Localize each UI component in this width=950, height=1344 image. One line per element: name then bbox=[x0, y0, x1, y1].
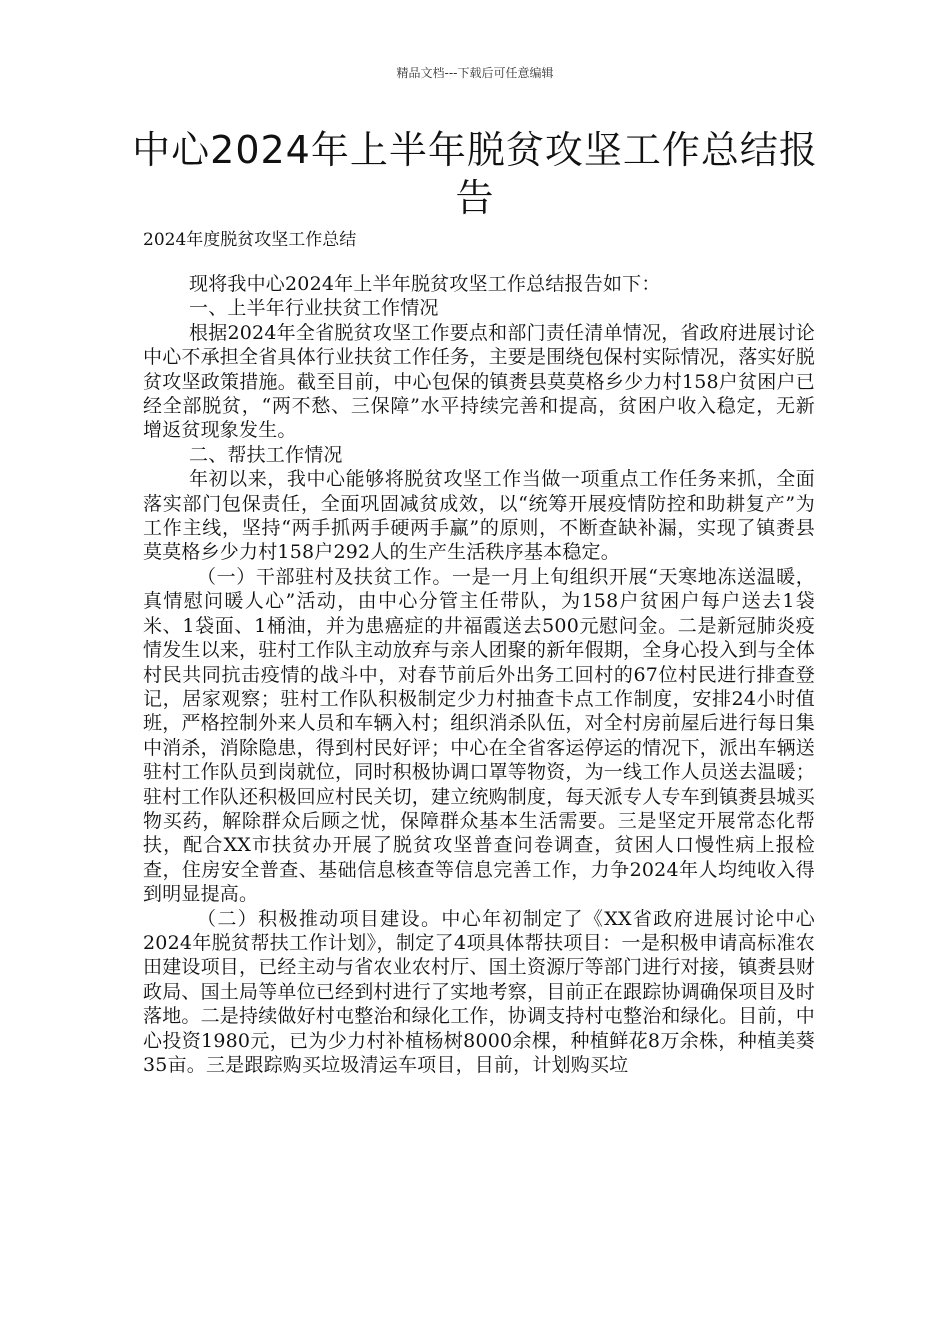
header-note: 精品文档---下载后可任意编辑 bbox=[396, 66, 554, 80]
intro-paragraph: 现将我中心2024年上半年脱贫攻坚工作总结报告如下： bbox=[189, 273, 661, 295]
subsection-paragraph-2: （二）积极推动项目建设。中心年初制定了《XX省政府进展讨论中心2024年脱贫帮扶工作计划》，制定了4项具体帮扶项目：一是积极申请高标准农田建设项目，已经主动与省农业农村厅、国土资源厅等部门进行对接，镇赉县财政局、国土局等单位已经到村进行了实地考察，目前正在跟踪协调确保项目及时落地。二是持续做好村屯整治和绿化工作，协调支持村屯整治和绿化。目前，中心投资1980元，已为少力村补植杨树8000余棵，种植鲜花8万余株，种植美葵35亩。三是跟踪购买垃圾清运车项目，目前，计划购买垃 bbox=[143, 907, 816, 1076]
body-paragraph: 年初以来，我中心能够将脱贫攻坚工作当做一项重点工作任务来抓，全面落实部门包保责任，全面巩固减贫成效，以“统筹开展疫情防控和助耕复产”为工作主线，坚持“两手抓两手硬两手赢”的原则，不断查缺补漏，实现了镇赉县莫莫格乡少力村158户292人的生产生活秩序基本稳定。 bbox=[143, 468, 815, 564]
section-heading-2: 二、帮扶工作情况 bbox=[189, 443, 343, 466]
subsection-paragraph-1: （一）干部驻村及扶贫工作。一是一月上旬组织开展“天寒地冻送温暖，真情慰问暖人心”活动，由中心分管主任带队，为158户贫困户每户送去1袋米、1袋面、1桶油，并为患癌症的井福霞送去500元慰问金。二是新冠肺炎疫情发生以来，驻村工作队主动放弃与亲人团聚的新年假期，全身心投入到与全体村民共同抗击疫情的战斗中，对春节前后外出务工回村的67位村民进行排查登记，居家观察；驻村工作队积极制定少力村抽查卡点工作制度，安排24小时值班，严格控制外来人员和车辆入村；组织消杀队伍，对全村房前屋后进行每日集中消杀，消除隐患，得到村民好评；中心在全省客运停运的情况下，派出车辆送驻村工作队员到岗就位，同时积极协调口罩等物资，为一线工作人员送去温暖；驻村工作队还积极回应村民关切，建立统购制度，每天派专人专车到镇赉县城买物买药，解除群众后顾之忧，保障群众基本生活需要。三是坚定开展常态化帮扶，配合XX市扶贫办开展了脱贫攻坚普查问卷调查，贫困人口慢性病上报检查，住房安全普查、基础信息核查等信息完善工作，力争2024年人均纯收入得到明显提高。 bbox=[143, 565, 816, 906]
body-paragraph: 根据2024年全省脱贫攻坚工作要点和部门责任清单情况，省政府进展讨论中心不承担全省具体行业扶贫工作任务，主要是围绕包保村实际情况，落实好脱贫攻坚政策措施。截至目前，中心包保的镇赉县莫莫格乡少力村158户贫困户已经全部脱贫，“两不愁、三保障”水平持续完善和提高，贫困户收入稳定，无新增返贫现象发生。 bbox=[143, 321, 816, 442]
document-title: 中心2024年上半年脱贫攻坚工作总结报告 bbox=[132, 128, 818, 220]
document-subtitle: 2024年度脱贫攻坚工作总结 bbox=[143, 230, 357, 250]
document-body bbox=[143, 272, 815, 1077]
section-heading-1: 一、上半年行业扶贫工作情况 bbox=[189, 297, 439, 320]
